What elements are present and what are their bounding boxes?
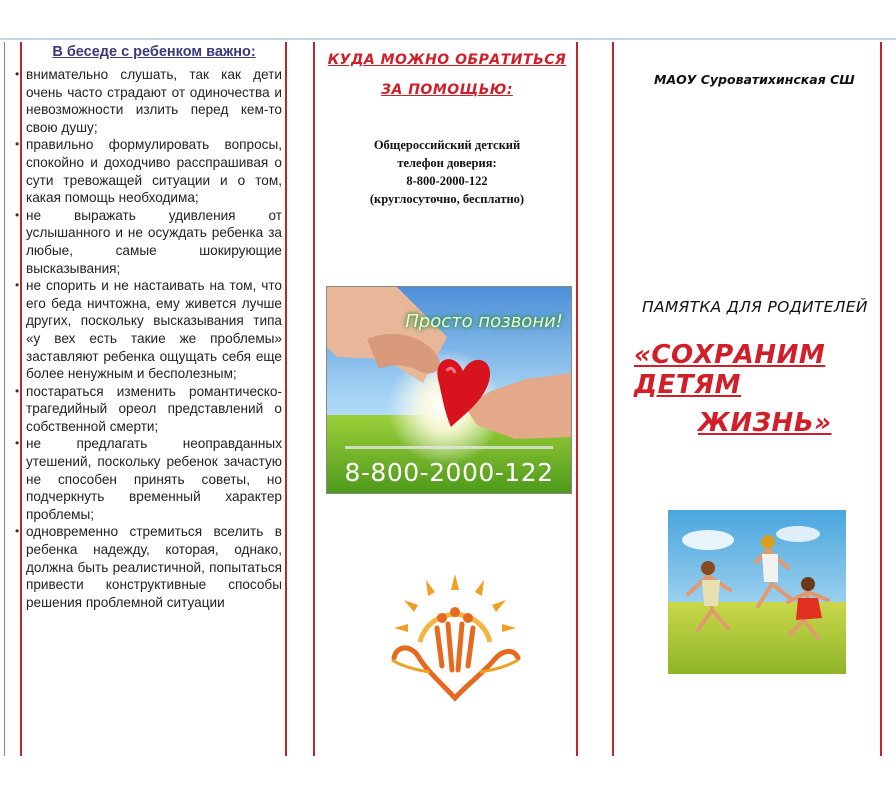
hotline-note: (круглосуточно, бесплатно) — [369, 192, 525, 206]
advice-item: • постараться изменить романтическо-трагедийный ореол представлений о собственной смерти; — [15, 383, 282, 434]
panel-divider — [612, 42, 614, 756]
bullet-icon: • — [15, 137, 20, 152]
advice-item: • внимательно слушать, так как дети очень часто страдают от одиночества и невозможности излить перед кем-то свою душу; — [15, 67, 282, 135]
hotline-title: Общероссийский детский — [373, 138, 521, 152]
school-name: МАОУ Суроватихинская СШ — [654, 72, 855, 87]
bullet-icon: • — [15, 383, 20, 398]
advice-list — [15, 66, 282, 611]
brochure-title: «СОХРАНИМ ДЕТЯМ — [634, 340, 826, 400]
advice-item: • не предлагать неоправданных утешений, поскольку ребенок зачастую не способен принять советы, но подчеркнуть временный характер проблемы; — [15, 436, 282, 522]
help-heading: КУДА МОЖНО ОБРАТИТЬСЯ — [327, 52, 567, 68]
sun-hands-heart-icon — [382, 566, 528, 712]
help-panel — [318, 44, 576, 208]
panel-divider — [285, 42, 287, 756]
bullet-icon: • — [15, 278, 20, 293]
advice-item: • одновременно стремиться вселить в ребенка надежду, которая, однако, должна быть реалистичной, попытаться привести конструктивные способы решения проблемной ситуации — [15, 524, 282, 610]
bullet-icon: • — [15, 67, 20, 81]
top-border-line — [0, 38, 896, 40]
panel-divider — [313, 42, 315, 756]
promo-fine-print — [345, 446, 553, 449]
left-edge-line — [4, 42, 5, 756]
hotline-phone: 8-800-2000-122 — [406, 174, 488, 188]
memo-label: ПАМЯТКА ДЛЯ РОДИТЕЛЕЙ — [642, 298, 868, 316]
advice-panel — [15, 44, 282, 611]
bullet-icon: • — [15, 207, 20, 222]
hotline-info — [318, 136, 576, 208]
promo-caption: Просто позвони! — [405, 311, 563, 332]
panel-divider — [576, 42, 578, 756]
bullet-icon: • — [15, 524, 20, 539]
promo-phone: 8-800-2000-122 — [344, 458, 554, 487]
advice-item: • правильно формулировать вопросы, спокойно и доходчиво расспрашивая о сути тревожащей ситуации и о том, какая помощь необходима; — [15, 137, 282, 206]
bullet-icon: • — [15, 436, 20, 451]
hotline-subtitle: телефон доверия: — [397, 156, 497, 170]
advice-item: • не спорить и не настаивать на том, что его беда ничтожна, ему живется лучше других, поскольку высказывания типа «у вех есть такие же проблемы» заставляют ребенка ощущать себя еще более ненужным и бесполезным; — [15, 278, 282, 382]
advice-item: • не выражать удивления от услышанного и не осуждать ребенка за любые, самые шокирующие высказывания; — [15, 207, 282, 276]
call-promo-image — [326, 286, 572, 494]
help-heading-line2: ЗА ПОМОЩЬЮ: — [381, 82, 513, 98]
panel-divider — [20, 42, 22, 756]
brochure-title-line2: ЖИЗНЬ» — [698, 408, 832, 438]
children-running-icon — [668, 510, 846, 674]
advice-heading: В беседе с ребенком важно: — [52, 44, 256, 60]
